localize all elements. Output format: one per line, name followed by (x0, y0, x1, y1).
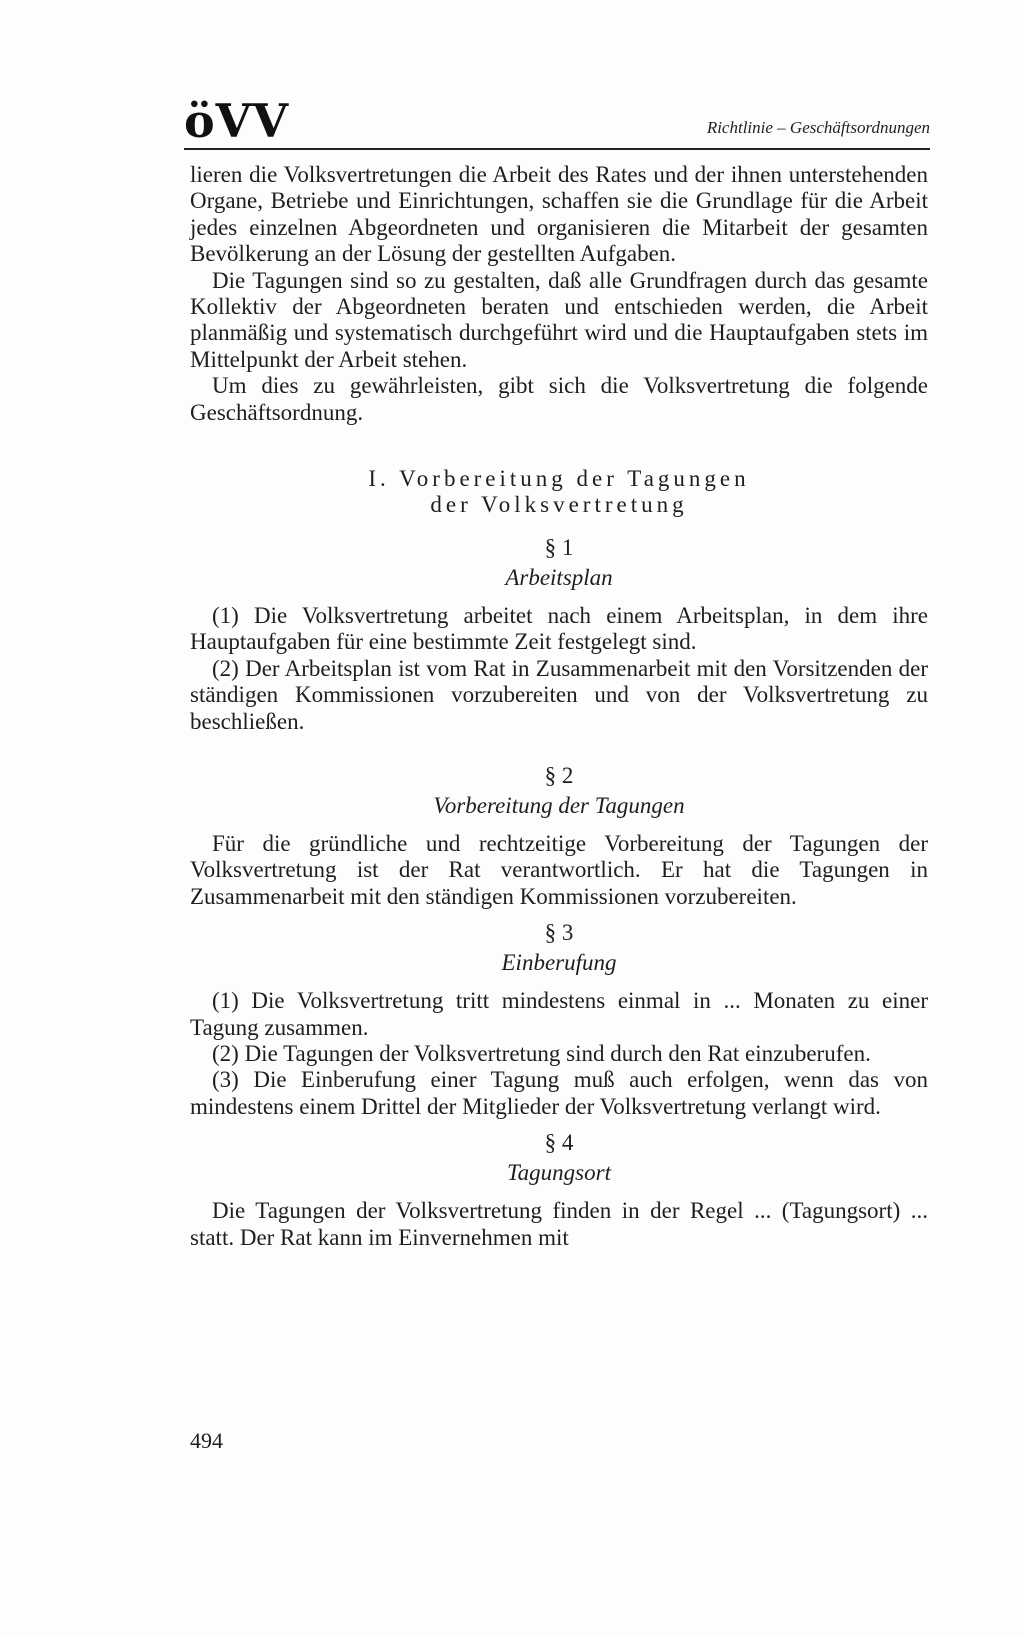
section-heading: I. Vorbereitung der Tagungen (368, 466, 750, 492)
paragraph-number: § 3 (544, 920, 574, 946)
intro-paragraph: lieren die Volksvertretungen die Arbeit des Rates und der ihnen unterstehenden Organe, Betriebe und Einrichtungen, schaffen sie die Grundlage für die Arbeit jedes einzelnen Abgeordneten und organisieren die Mitarbeit der gesamten Bevölkerung an der Lösung der gestellten Aufgaben. (190, 162, 928, 267)
page-number: 494 (190, 1428, 223, 1453)
publisher-logo: öVV (184, 94, 290, 148)
section-heading-continuation: der Volksvertretung (430, 492, 688, 518)
running-head: Richtlinie – Geschäftsordnungen (706, 118, 930, 137)
paragraph-number: § 2 (544, 762, 574, 788)
page-header (184, 94, 930, 150)
paragraph-text: (1) Die Volksvertretung tritt mindestens einmal in ... Monaten zu einer Tagung zusammen. (190, 988, 928, 1040)
paragraph-text: Für die gründliche und rechtzeitige Vorbereitung der Tagungen der Volksvertretung ist der Rat verantwortlich. Er hat die Tagungen in Zusammenarbeit mit den ständigen Kommissionen vorzubereiten. (190, 830, 928, 909)
paragraph-number: § 1 (544, 534, 574, 560)
paragraph-title: Arbeitsplan (505, 564, 613, 590)
paragraph-title: Einberufung (501, 950, 617, 976)
paragraph-title: Vorbereitung der Tagungen (433, 792, 685, 818)
paragraph-text: (3) Die Einberufung einer Tagung muß auch erfolgen, wenn das von mindestens einem Drittel der Mitglieder der Volksvertretung verlangt wird. (190, 1067, 928, 1119)
intro-paragraph: Um dies zu gewährleisten, gibt sich die Volksvertretung die folgende Geschäftsordnung. (190, 373, 928, 425)
paragraph-title: Tagungsort (507, 1160, 611, 1186)
paragraph-text: (2) Die Tagungen der Volksvertretung sind durch den Rat einzuberufen. (212, 1040, 871, 1066)
paragraph-number: § 4 (544, 1130, 574, 1156)
paragraph-text: (1) Die Volksvertretung arbeitet nach einem Arbeitsplan, in dem ihre Hauptaufgaben für eine bestimmte Zeit festgelegt sind. (190, 602, 928, 655)
page-body (190, 162, 928, 1251)
paragraph-text: (2) Der Arbeitsplan ist vom Rat in Zusammenarbeit mit den Vorsitzenden der ständigen Kommissionen vorzubereiten und von der Volksvertretung zu beschließen. (190, 655, 928, 734)
intro-paragraph: Die Tagungen sind so zu gestalten, daß alle Grundfragen durch das gesamte Kollektiv der Abgeordneten beraten und entschieden werden, die Arbeit planmäßig und systematisch durchgeführt wird und die Hauptaufgaben stets im Mittelpunkt der Arbeit stehen. (190, 267, 928, 372)
paragraph-text: Die Tagungen der Volksvertretung finden in der Regel ... (Tagungsort) ... statt. Der Rat kann im Einvernehmen mit (190, 1198, 928, 1250)
